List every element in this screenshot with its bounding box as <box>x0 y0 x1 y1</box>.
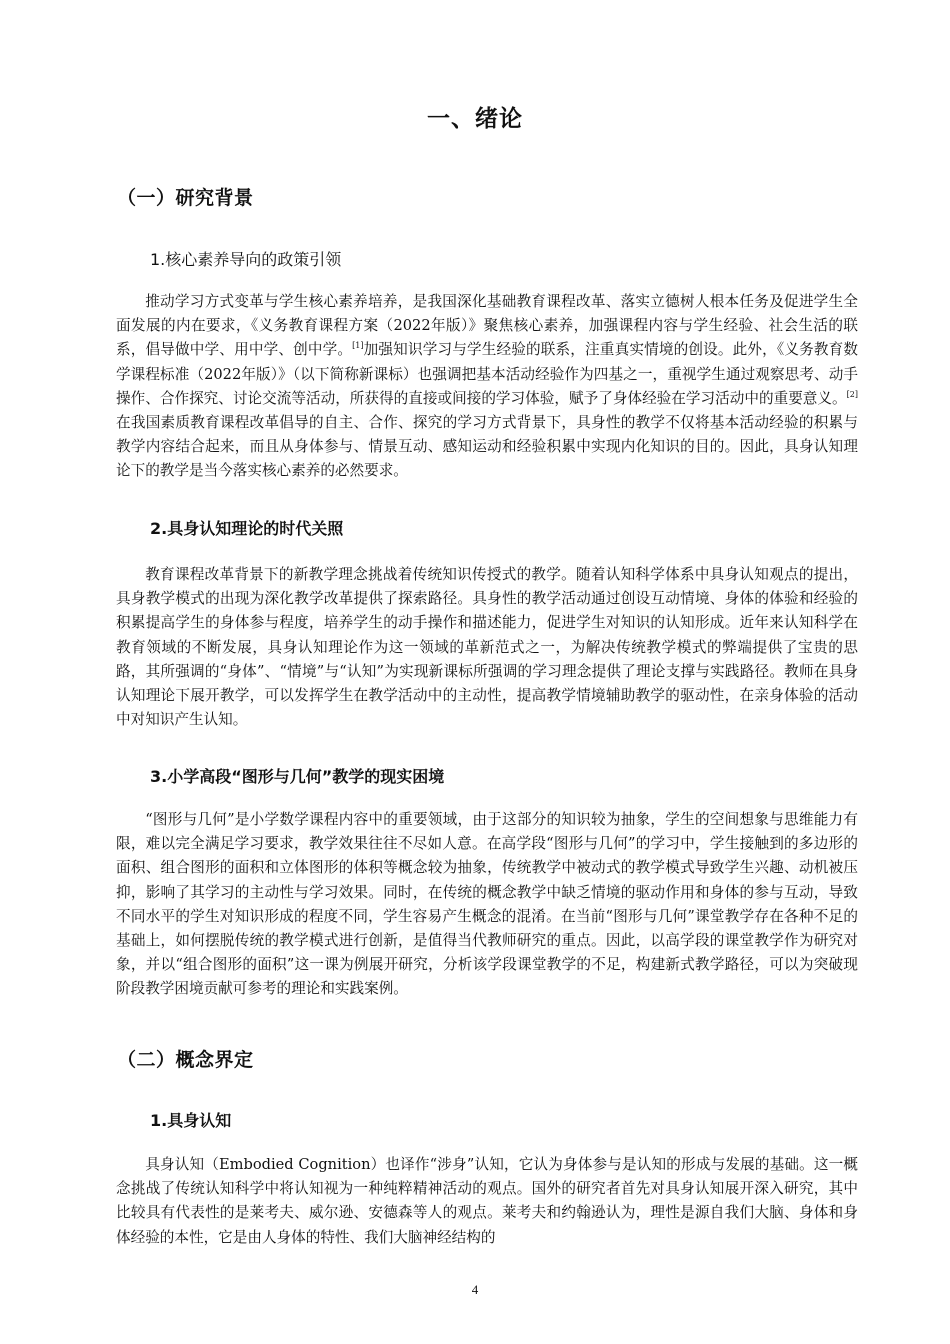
subsection-title-policy: 1.核心素养导向的政策引领 <box>150 250 342 269</box>
section-title-concept-definition: （二）概念界定 <box>117 1049 254 1071</box>
paragraph-policy-part3: 在我国素质教育课程改革倡导的自主、合作、探究的学习方式背景下，具身性的教学不仅将基本活动经验的积累与教学内容结合起来，而且从身体参与、情景互动、感知运动和经验积累中实现内化知识的目的。因此，具身认知理论下的教学是当今落实核心素养的必然要求。 <box>116 414 858 480</box>
paragraph-policy-part1: 推动学习方式变革与学生核心素养培养，是我国深化基础教育课程改革、落实立德树人根本任务及促进学生全面发展的内在要求，《义务教育课程方案（2022年版）》聚焦核心素养，加强课程内容与学生经验、社会生活的联系，倡导做中学、用中学、创中学。 <box>116 293 858 359</box>
subsection-title-teaching-dilemma: 3.小学高段“图形与几何”教学的现实困境 <box>150 767 445 786</box>
chapter-title: 一、绪论 <box>427 106 523 132</box>
page-number: 4 <box>471 1282 479 1297</box>
citation-ref-2: [2] <box>846 389 858 399</box>
paragraph-policy <box>116 290 858 484</box>
citation-ref-1: [1] <box>352 341 364 351</box>
paragraph-teaching-dilemma: “图形与几何”是小学数学课程内容中的重要领域，由于这部分的知识较为抽象，学生的空间想象与思维能力有限，难以完全满足学习要求，教学效果往往不尽如人意。在高学段“图形与几何”的学习中，学生接触到的多边形的面积、组合图形的面积和立体图形的体积等概念较为抽象，传统教学中被动式的教学模式导致学生兴趣、动机被压抑，影响了其学习的主动性与学习效果。同时，在传统的概念教学中缺乏情境的驱动作用和身体的参与互动，导致不同水平的学生对知识形成的程度不同，学生容易产生概念的混淆。在当前“图形与几何”课堂教学存在各种不足的基础上，如何摆脱传统的教学模式进行创新，是值得当代教师研究的重点。因此，以高学段的课堂教学作为研究对象，并以“组合图形的面积”这一课为例展开研究，分析该学段课堂教学的不足，构建新式教学路径，可以为突破现阶段教学困境贡献可参考的理论和实践案例。 <box>116 811 858 998</box>
paragraph-embodied-theory: 教育课程改革背景下的新教学理念挑战着传统知识传授式的教学。随着认知科学体系中具身认知观点的提出，具身教学模式的出现为深化教学改革提供了探索路径。具身性的教学活动通过创设互动情境、身体的体验和经验的积累提高学生的身体参与程度，培养学生的动手操作和描述能力，促进学生对知识的认知形成。近年来认知科学在教育领域的不断发展，具身认知理论作为这一领域的革新范式之一，为解决传统教学模式的弊端提供了宝贵的思路，其所强调的“身体”、“情境”与“认知”为实现新课标所强调的学习理念提供了理论支撑与实践路径。教师在具身认知理论下展开教学，可以发挥学生在教学活动中的主动性，提高教学情境辅助教学的驱动性，在亲身体验的活动中对知识产生认知。 <box>116 566 858 729</box>
section-title-research-background: （一）研究背景 <box>117 187 254 209</box>
paragraph-policy-part2: 加强知识学习与学生经验的联系，注重真实情境的创设。此外，《义务教育数学课程标准（2022年版）》（以下简称新课标）也强调把基本活动经验作为四基之一，重视学生通过观察思考、动手操作、合作探究、讨论交流等活动，所获得的直接或间接的学习体验，赋予了身体经验在学习活动中的重要意义。 <box>116 341 859 407</box>
paragraph-embodied-cognition: 具身认知（Embodied Cognition）也译作“涉身”认知，它认为身体参与是认知的形成与发展的基础。这一概念挑战了传统认知科学中将认知视为一种纯粹精神活动的观点。国外的研究者首先对具身认知展开深入研究，其中比较具有代表性的是莱考夫、威尔逊、安德森等人的观点。莱考夫和约翰逊认为，理性是源自我们大脑、身体和身体经验的本性，它是由人身体的特性、我们大脑神经结构的 <box>116 1156 858 1246</box>
subsection-title-embodied-theory: 2.具身认知理论的时代关照 <box>150 519 344 538</box>
subsection-title-embodied-cognition: 1.具身认知 <box>150 1111 232 1130</box>
